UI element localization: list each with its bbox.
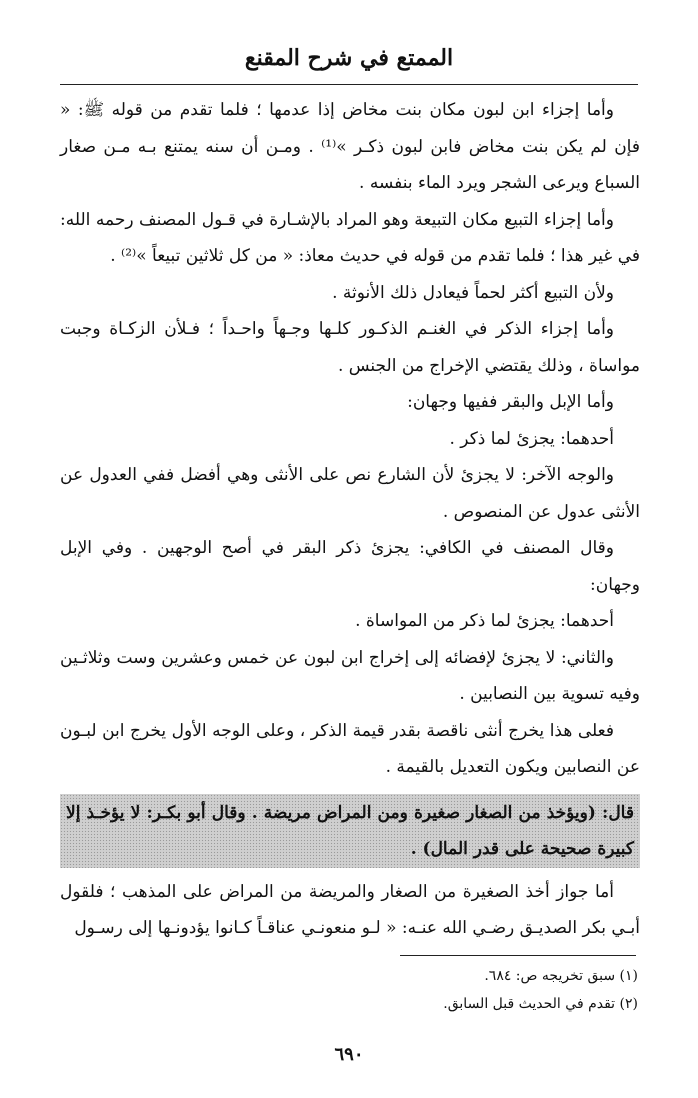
paragraph: وأما إجزاء التبيع مكان التبيعة وهو المراد بالإشـارة في قـول المصنف رحمه الله: في غير هذا ؛ فلما تقدم من قوله في حديث معاذ: « من كل ثلاثين تبيعاً »⁽²⁾ . xyxy=(60,209,640,266)
footnote-rule xyxy=(400,955,636,956)
header-rule xyxy=(60,84,638,85)
paragraph: أحدهما: يجزئ لما ذكر . xyxy=(449,428,614,449)
paragraph: أما جواز أخذ الصغيرة من الصغار والمريضة من المراض على المذهب ؛ فلقول أبـي بكر الصديـق رضـي الله عنـه: « لـو منعونـي عناقـاً كـانوا يؤدونـها إلى رسـول xyxy=(60,881,640,938)
page-number: ٦٩٠ xyxy=(334,1044,364,1065)
paragraph: والوجه الآخر: لا يجزئ لأن الشارع نص على الأنثى وهي أفضل ففي العدول عن الأنثى عدول عن المنصوص . xyxy=(60,465,640,522)
paragraph: فعلى هذا يخرج أنثى ناقصة بقدر قيمة الذكر ، وعلى الوجه الأول يخرج ابن لبـون عن النصابين ويكون التعديل بالقيمة . xyxy=(60,720,640,777)
paragraph: والثاني: لا يجزئ لإفضائه إلى إخراج ابن لبون عن خمس وعشرين وست وثلاثـين وفيه تسوية بين النصابين . xyxy=(60,647,640,704)
footnote: (١) سبق تخريجه ص: ٦٨٤. xyxy=(484,968,638,984)
paragraph: ولأن التبيع أكثر لحماً فيعادل ذلك الأنوثة . xyxy=(332,282,614,303)
quoted-text-box: قال: (ويؤخذ من الصغار صغيرة ومن المراض مريضة . وقال أبو بكـر: لا يؤخـذ إلا كبيرة صحيحة على قدر المال) . xyxy=(60,794,640,868)
paragraph: وأما الإبل والبقر ففيها وجهان: xyxy=(407,392,614,412)
footnotes xyxy=(60,962,638,1018)
paragraph: وأما إجزاء الذكر في الغنـم الذكـور كلـها وجـهاً واحـداً ؛ فـلأن الزكـاة وجبت مواساة ، وذلك يقتضي الإخراج من الجنس . xyxy=(60,319,640,376)
paragraph: أحدهما: يجزئ لما ذكر من المواساة . xyxy=(355,611,614,631)
running-head: الممتع في شرح المقنع xyxy=(244,45,454,71)
paragraph: وقال المصنف في الكافي: يجزئ ذكر البقر في أصح الوجهين . وفي الإبل وجهان: xyxy=(60,538,640,595)
paragraph: وأما إجزاء ابن لبون مكان بنت مخاض إذا عدمها ؛ فلما تقدم من قوله ﷺ: « فإن لم يكن بنت مخاض فابن لبون ذكـر »⁽¹⁾ . ومـن أن سنه يمتنع بـه مـن صغار السباع ويرعى الشجر ويرد الماء بنفسه . xyxy=(60,100,640,193)
body-text xyxy=(60,92,640,947)
footnote: (٢) تقدم في الحديث قبل السابق. xyxy=(443,996,638,1012)
